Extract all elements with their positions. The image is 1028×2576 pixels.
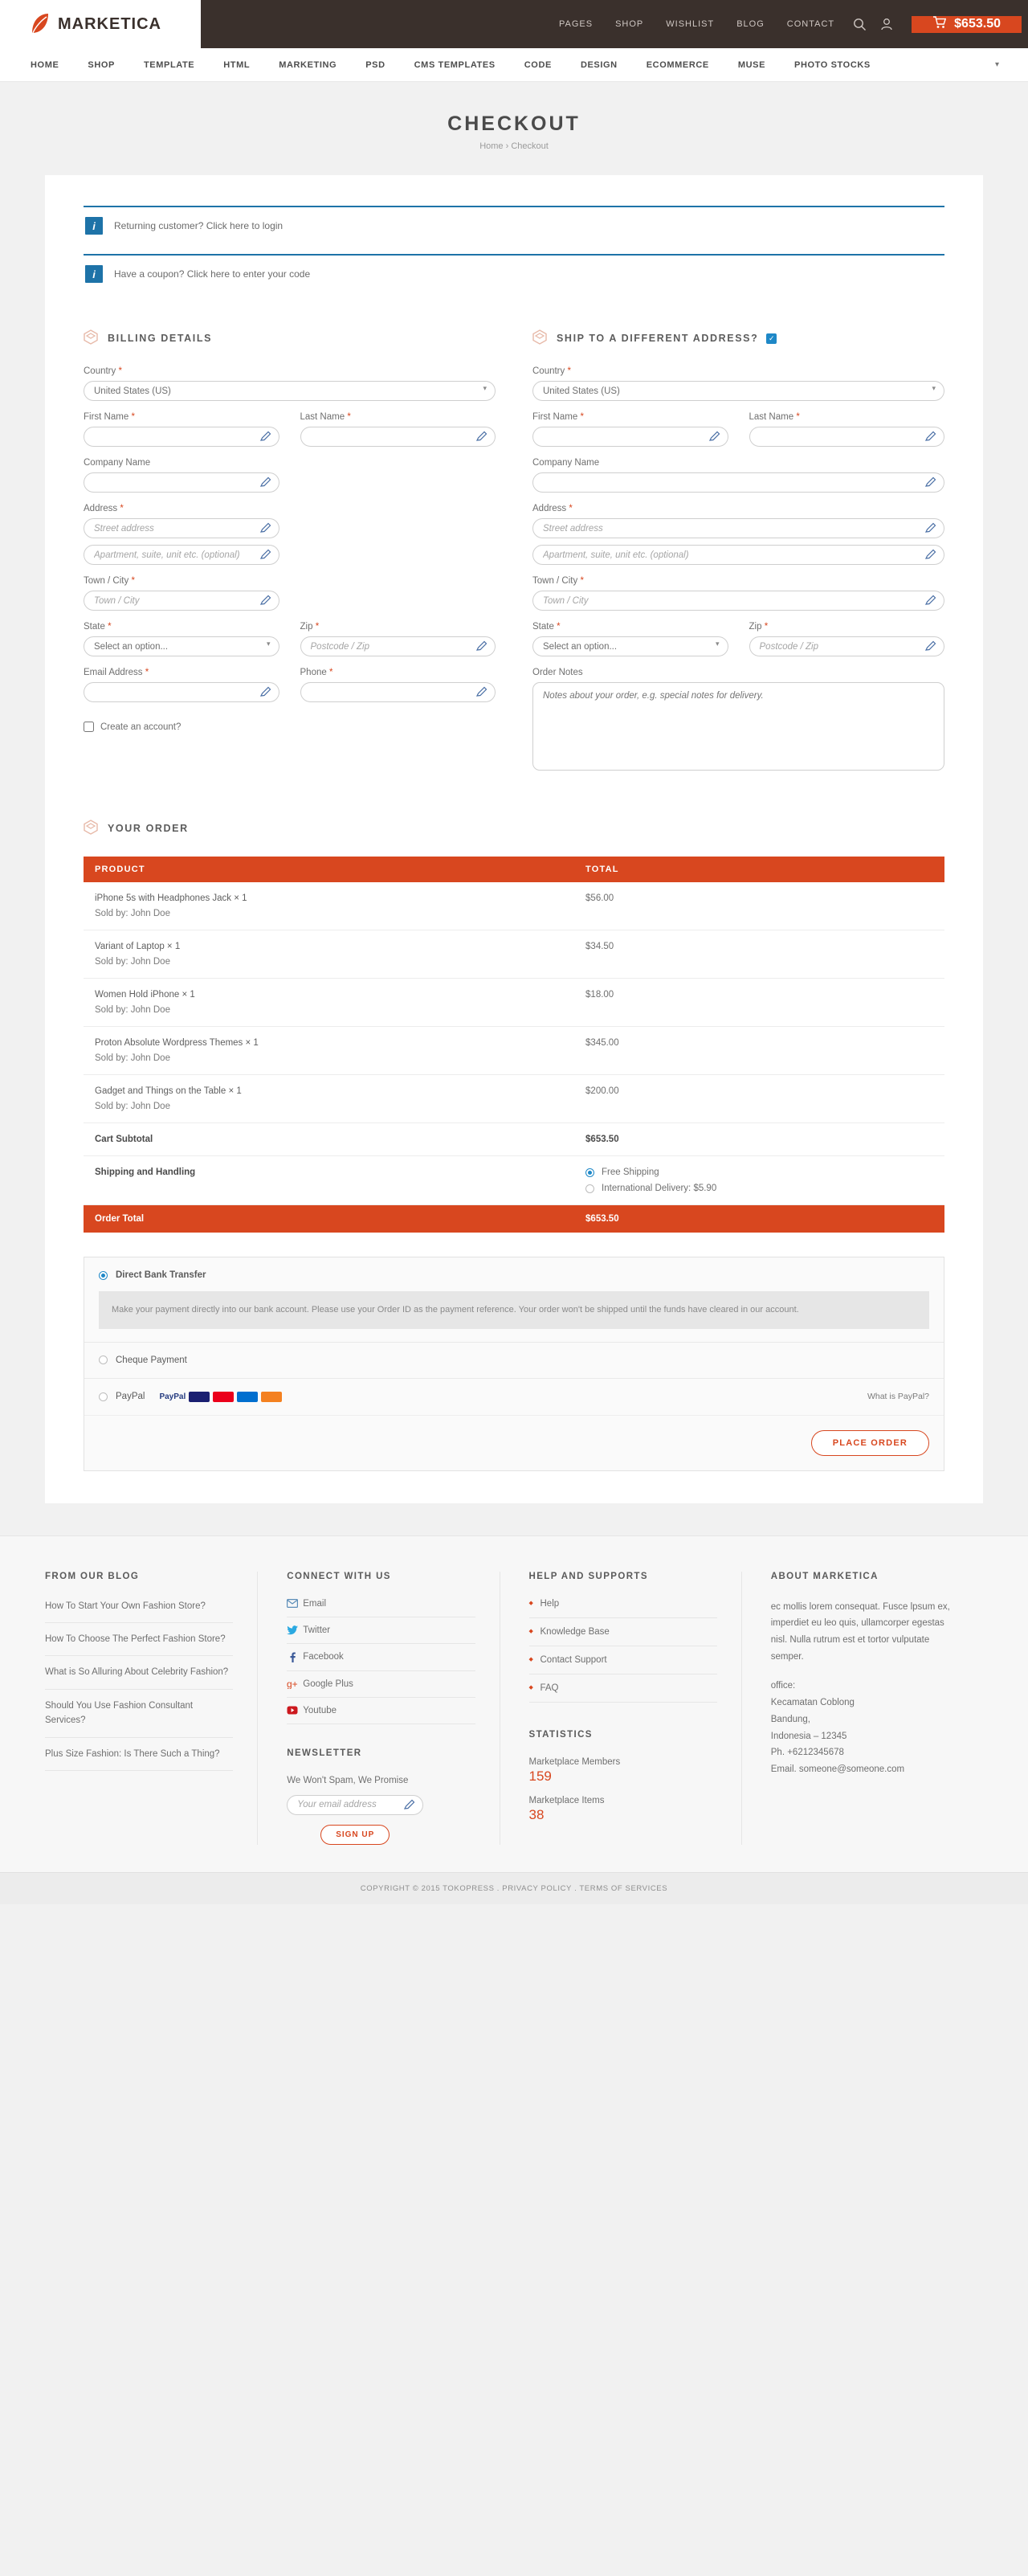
- amex-card-icon: [237, 1392, 258, 1402]
- shipping-address-field: [532, 504, 944, 565]
- shipping-address1-input[interactable]: [532, 518, 944, 538]
- mastercard-card-icon: [213, 1392, 234, 1402]
- social-link-youtube[interactable]: [287, 1706, 475, 1724]
- payment-method-label: Direct Bank Transfer: [116, 1270, 206, 1280]
- shipping-zip-field: [749, 622, 945, 656]
- top-navigation: [201, 0, 1028, 48]
- social-label: Facebook: [303, 1652, 344, 1662]
- breadcrumb: Home › Checkout: [479, 141, 549, 151]
- shipping-zip-label: Zip *: [749, 622, 769, 632]
- shipping-section-title: [532, 329, 944, 347]
- order-table: [84, 857, 944, 1233]
- shipping-option-free[interactable]: [585, 1167, 933, 1177]
- copyright-bar: COPYRIGHT © 2015 TOKOPRESS . PRIVACY POLICY . TERMS OF SERVICES: [0, 1872, 1028, 1904]
- social-label: Youtube: [303, 1705, 337, 1715]
- nav-item-photo-stocks[interactable]: PHOTO STOCKS: [794, 59, 871, 70]
- newsletter-email-input[interactable]: [287, 1795, 423, 1815]
- table-row: [84, 979, 944, 1027]
- checkout-card: [45, 175, 983, 1503]
- logo-text: MARKETICA: [58, 14, 161, 33]
- paypal-logo: [159, 1392, 282, 1402]
- product-total: $200.00: [574, 1075, 944, 1123]
- billing-state-field: [84, 622, 279, 656]
- order-table-header: [84, 857, 944, 882]
- billing-email-label: Email Address *: [84, 668, 149, 677]
- footer-blog-title: FROM OUR BLOG: [45, 1571, 140, 1581]
- product-seller: Sold by: John Doe: [95, 957, 170, 967]
- billing-zip-input[interactable]: [300, 636, 496, 656]
- payment-method-label: Cheque Payment: [116, 1355, 187, 1365]
- visa-card-icon: [189, 1392, 210, 1402]
- ship-different-checkbox[interactable]: ✓: [766, 333, 777, 344]
- shipping-city-field: [532, 576, 944, 611]
- order-total-label: Order Total: [84, 1205, 574, 1233]
- shipping-first-name-field: [532, 412, 728, 447]
- billing-first-name-input[interactable]: [84, 427, 279, 447]
- shipping-column: [532, 302, 944, 784]
- help-link-knowledge-base[interactable]: ◆ Knowledge Base: [529, 1627, 717, 1646]
- shipping-country-select[interactable]: [532, 381, 944, 401]
- product-name: Women Hold iPhone × 1: [95, 990, 195, 1000]
- topnav-item-blog[interactable]: BLOG: [736, 19, 765, 29]
- bank-transfer-description: Make your payment directly into our bank account. Please use your Order ID as the payment reference. Your order won't be shipped until the funds have cleared in our account.: [99, 1291, 929, 1329]
- privacy-policy-link[interactable]: PRIVACY POLICY: [502, 1883, 572, 1893]
- copyright-text: COPYRIGHT © 2015 TOKOPRESS: [360, 1883, 495, 1893]
- radio-icon[interactable]: [585, 1184, 594, 1193]
- billing-address2-input[interactable]: [84, 545, 279, 565]
- nav-item-html[interactable]: HTML: [223, 59, 251, 70]
- billing-city-input[interactable]: [84, 591, 279, 611]
- cart-subtotal-value: $653.50: [574, 1123, 944, 1156]
- shipping-last-name-field: [749, 412, 945, 447]
- create-account-label: Create an account?: [100, 722, 182, 732]
- nav-item-cms-templates[interactable]: CMS TEMPLATES: [414, 59, 496, 70]
- cart-subtotal-row: [84, 1123, 944, 1156]
- billing-last-name-label: Last Name *: [300, 412, 351, 422]
- product-total: $345.00: [574, 1027, 944, 1075]
- billing-state-label: State *: [84, 622, 112, 632]
- terms-of-services-link[interactable]: TERMS OF SERVICES: [579, 1883, 668, 1893]
- footer-about-title: ABOUT MARKETICA: [770, 1571, 879, 1581]
- cart-icon: [932, 16, 946, 33]
- payment-method-label: PayPal: [116, 1392, 145, 1402]
- payment-method-paypal[interactable]: [84, 1378, 944, 1415]
- info-icon: i: [85, 265, 103, 283]
- coupon-notice[interactable]: [84, 254, 944, 292]
- cart-total: $653.50: [954, 17, 1001, 31]
- shipping-option-label: International Delivery: $5.90: [602, 1184, 717, 1193]
- page-header: [0, 82, 1028, 175]
- column-total: TOTAL: [574, 857, 944, 882]
- social-link-google-plus[interactable]: [287, 1679, 475, 1698]
- blog-post-link[interactable]: What is So Alluring About Celebrity Fashion?: [45, 1665, 233, 1689]
- topnav-item-pages[interactable]: PAGES: [558, 19, 594, 29]
- product-name: iPhone 5s with Headphones Jack × 1: [95, 893, 247, 903]
- footer-help-title: HELP AND SUPPORTS: [528, 1571, 648, 1581]
- info-icon: i: [85, 217, 103, 235]
- blog-post-link[interactable]: Plus Size Fashion: Is There Such a Thing?: [45, 1747, 233, 1771]
- shipping-first-name-label: First Name *: [532, 412, 584, 422]
- billing-section-title: [84, 329, 496, 347]
- billing-company-input[interactable]: [84, 472, 279, 493]
- shipping-first-name-input[interactable]: [532, 427, 728, 447]
- billing-address-field: [84, 504, 279, 565]
- shipping-last-name-label: Last Name *: [749, 412, 800, 422]
- billing-city-field: [84, 576, 279, 611]
- billing-phone-field: [300, 668, 496, 702]
- shipping-state-label: State *: [532, 622, 561, 632]
- nav-item-psd[interactable]: PSD: [365, 59, 386, 70]
- social-label: Twitter: [303, 1625, 331, 1635]
- shipping-city-input[interactable]: [532, 591, 944, 611]
- column-product: PRODUCT: [84, 857, 574, 882]
- payment-methods: [84, 1257, 944, 1471]
- billing-last-name-input[interactable]: [300, 427, 496, 447]
- topnav-item-shop[interactable]: SHOP: [615, 19, 644, 29]
- svg-text:g+: g+: [287, 1678, 298, 1689]
- coupon-notice-text[interactable]: Have a coupon? Click here to enter your code: [114, 268, 311, 280]
- facebook-icon: [287, 1652, 303, 1662]
- billing-first-name-field: [84, 412, 279, 447]
- stat-value-items: 38: [528, 1806, 545, 1822]
- stat-label-members: Marketplace Members: [528, 1756, 621, 1767]
- billing-phone-label: Phone *: [300, 668, 333, 677]
- shipping-country-field: [532, 366, 944, 401]
- topnav-item-contact[interactable]: CONTACT: [786, 19, 835, 29]
- product-name: Variant of Laptop × 1: [95, 942, 181, 951]
- create-account-checkbox[interactable]: [84, 722, 94, 732]
- billing-address-label: Address *: [84, 504, 124, 513]
- shipping-company-input[interactable]: [532, 472, 944, 493]
- billing-email-input[interactable]: [84, 682, 279, 702]
- newsletter-subtitle: We Won't Spam, We Promise: [287, 1775, 409, 1785]
- shipping-state-field: [532, 622, 728, 656]
- create-account-row[interactable]: [84, 722, 496, 732]
- chevron-down-icon[interactable]: ▾: [994, 60, 999, 69]
- help-link-contact-support[interactable]: ◆ Contact Support: [529, 1655, 717, 1674]
- footer: [0, 1535, 1028, 1872]
- office-line: Ph. +6212345678: [770, 1748, 844, 1758]
- main-navigation: [0, 48, 1028, 82]
- shipping-option-label: Free Shipping: [602, 1167, 659, 1177]
- billing-country-select[interactable]: [84, 381, 496, 401]
- stat-value-members: 159: [528, 1768, 552, 1784]
- login-notice[interactable]: [84, 206, 944, 244]
- billing-column: [84, 302, 496, 784]
- social-label: Google Plus: [303, 1678, 353, 1689]
- discover-card-icon: [261, 1392, 282, 1402]
- product-name: Proton Absolute Wordpress Themes × 1: [95, 1038, 259, 1048]
- hexagon-icon: [84, 820, 98, 837]
- office-label: office:: [770, 1681, 796, 1691]
- billing-title-text: BILLING DETAILS: [108, 333, 213, 344]
- table-row: [84, 882, 944, 930]
- logo[interactable]: [0, 0, 201, 48]
- shipping-city-label: Town / City *: [532, 576, 584, 586]
- product-total: $34.50: [574, 930, 944, 979]
- order-total-value: $653.50: [574, 1205, 944, 1233]
- radio-icon[interactable]: [99, 1355, 108, 1364]
- shipping-address-label: Address *: [532, 504, 573, 513]
- footer-connect-column: [257, 1572, 499, 1845]
- address-columns: [84, 302, 944, 784]
- social-link-facebook[interactable]: [287, 1652, 475, 1671]
- billing-address1-input[interactable]: [84, 518, 279, 538]
- hexagon-icon: [532, 329, 547, 347]
- order-title-text: YOUR ORDER: [108, 823, 189, 834]
- help-link-help[interactable]: ◆ Help: [529, 1599, 717, 1618]
- shipping-option-international[interactable]: [585, 1184, 933, 1193]
- blog-post-link[interactable]: How To Start Your Own Fashion Store?: [45, 1599, 233, 1623]
- newsletter-signup-button[interactable]: SIGN UP: [320, 1825, 390, 1845]
- billing-company-label: Company Name: [84, 458, 151, 468]
- shipping-title-text: SHIP TO A DIFFERENT ADDRESS?: [557, 333, 759, 344]
- login-notice-text[interactable]: Returning customer? Click here to login: [114, 220, 284, 231]
- stat-label-items: Marketplace Items: [528, 1795, 605, 1805]
- shipping-company-label: Company Name: [532, 458, 600, 468]
- top-bar: [0, 0, 1028, 48]
- shipping-label: Shipping and Handling: [84, 1156, 574, 1205]
- nav-item-marketing[interactable]: MARKETING: [279, 59, 337, 70]
- product-seller: Sold by: John Doe: [95, 1053, 170, 1063]
- about-text: ec mollis lorem consequat. Fusce lpsum ex, imperdiet eu leo quis, ullamcorper egestas nisl. Nulla rutrum est et tortor vulputate semper.: [770, 1601, 950, 1662]
- footer-blog-column: [45, 1572, 257, 1845]
- shipping-state-select[interactable]: [532, 636, 728, 656]
- radio-icon[interactable]: [99, 1271, 108, 1280]
- shipping-zip-input[interactable]: [749, 636, 945, 656]
- billing-zip-label: Zip *: [300, 622, 320, 632]
- page-title: CHECKOUT: [447, 112, 581, 135]
- user-icon[interactable]: [873, 10, 900, 38]
- nav-item-shop[interactable]: SHOP: [88, 59, 115, 70]
- product-seller: Sold by: John Doe: [95, 1005, 170, 1015]
- radio-icon[interactable]: [585, 1168, 594, 1177]
- youtube-icon: [287, 1706, 303, 1715]
- billing-email-field: [84, 668, 279, 702]
- footer-statistics-title: STATISTICS: [528, 1729, 593, 1740]
- nav-item-ecommerce[interactable]: ECOMMERCE: [646, 59, 709, 70]
- billing-company-field: [84, 458, 279, 493]
- place-order-button[interactable]: PLACE ORDER: [811, 1430, 929, 1456]
- table-row: [84, 1027, 944, 1075]
- billing-last-name-field: [300, 412, 496, 447]
- mail-icon: [287, 1599, 303, 1608]
- nav-item-template[interactable]: TEMPLATE: [143, 59, 195, 70]
- nav-item-design[interactable]: DESIGN: [580, 59, 618, 70]
- billing-zip-field: [300, 622, 496, 656]
- cart-button[interactable]: [912, 16, 1022, 33]
- order-total-row: [84, 1205, 944, 1233]
- footer-about-column: [741, 1572, 983, 1845]
- office-line: Indonesia – 12345: [770, 1731, 847, 1741]
- billing-city-label: Town / City *: [84, 576, 135, 586]
- shipping-company-field: [532, 458, 944, 493]
- social-label: Email: [303, 1598, 327, 1609]
- product-seller: Sold by: John Doe: [95, 909, 170, 918]
- order-notes-label: Order Notes: [532, 668, 583, 677]
- nav-item-muse[interactable]: MUSE: [737, 59, 766, 70]
- search-icon[interactable]: [846, 10, 873, 38]
- order-notes-field: [532, 668, 944, 773]
- shipping-last-name-input[interactable]: [749, 427, 945, 447]
- social-link-twitter[interactable]: [287, 1625, 475, 1644]
- shipping-country-label: Country *: [532, 366, 571, 376]
- office-line: Email. someone@someone.com: [770, 1764, 905, 1774]
- social-link-email[interactable]: [287, 1599, 475, 1617]
- product-seller: Sold by: John Doe: [95, 1102, 170, 1111]
- footer-connect-title: CONNECT WITH US: [287, 1571, 391, 1581]
- product-name: Gadget and Things on the Table × 1: [95, 1086, 242, 1096]
- leaf-icon: [29, 12, 50, 36]
- billing-state-select[interactable]: [84, 636, 279, 656]
- product-total: $18.00: [574, 979, 944, 1027]
- shipping-row: [84, 1156, 944, 1205]
- nav-item-code[interactable]: CODE: [524, 59, 552, 70]
- shipping-address2-input[interactable]: [532, 545, 944, 565]
- payment-method-bank[interactable]: [84, 1257, 944, 1342]
- footer-newsletter-title: NEWSLETTER: [287, 1748, 362, 1758]
- google-plus-icon: [287, 1679, 303, 1689]
- billing-country-field: [84, 366, 496, 401]
- table-row: [84, 930, 944, 979]
- table-row: [84, 1075, 944, 1123]
- billing-phone-input[interactable]: [300, 682, 496, 702]
- radio-icon[interactable]: [99, 1392, 108, 1401]
- billing-country-label: Country *: [84, 366, 122, 376]
- footer-help-column: [500, 1572, 741, 1845]
- office-line: Bandung,: [770, 1714, 810, 1724]
- product-total: $56.00: [574, 882, 944, 930]
- hexagon-icon: [84, 329, 98, 347]
- nav-item-home[interactable]: HOME: [31, 59, 59, 70]
- payment-method-cheque[interactable]: [84, 1342, 944, 1378]
- paypal-wordmark: PayPal: [159, 1392, 186, 1401]
- help-link-faq[interactable]: ◆ FAQ: [529, 1683, 717, 1703]
- about-office: [771, 1678, 959, 1777]
- cart-subtotal-label: Cart Subtotal: [84, 1123, 574, 1156]
- topnav-item-wishlist[interactable]: WISHLIST: [666, 19, 715, 29]
- billing-first-name-label: First Name *: [84, 412, 135, 422]
- order-notes-textarea[interactable]: [532, 682, 944, 771]
- twitter-icon: [287, 1625, 303, 1635]
- blog-post-link[interactable]: How To Choose The Perfect Fashion Store?: [45, 1632, 233, 1656]
- what-is-paypal-link[interactable]: What is PayPal?: [867, 1392, 929, 1402]
- office-line: Kecamatan Coblong: [770, 1698, 855, 1708]
- order-section-title: [84, 820, 944, 837]
- place-order-row: [84, 1415, 944, 1470]
- blog-post-link[interactable]: Should You Use Fashion Consultant Services?: [45, 1699, 233, 1738]
